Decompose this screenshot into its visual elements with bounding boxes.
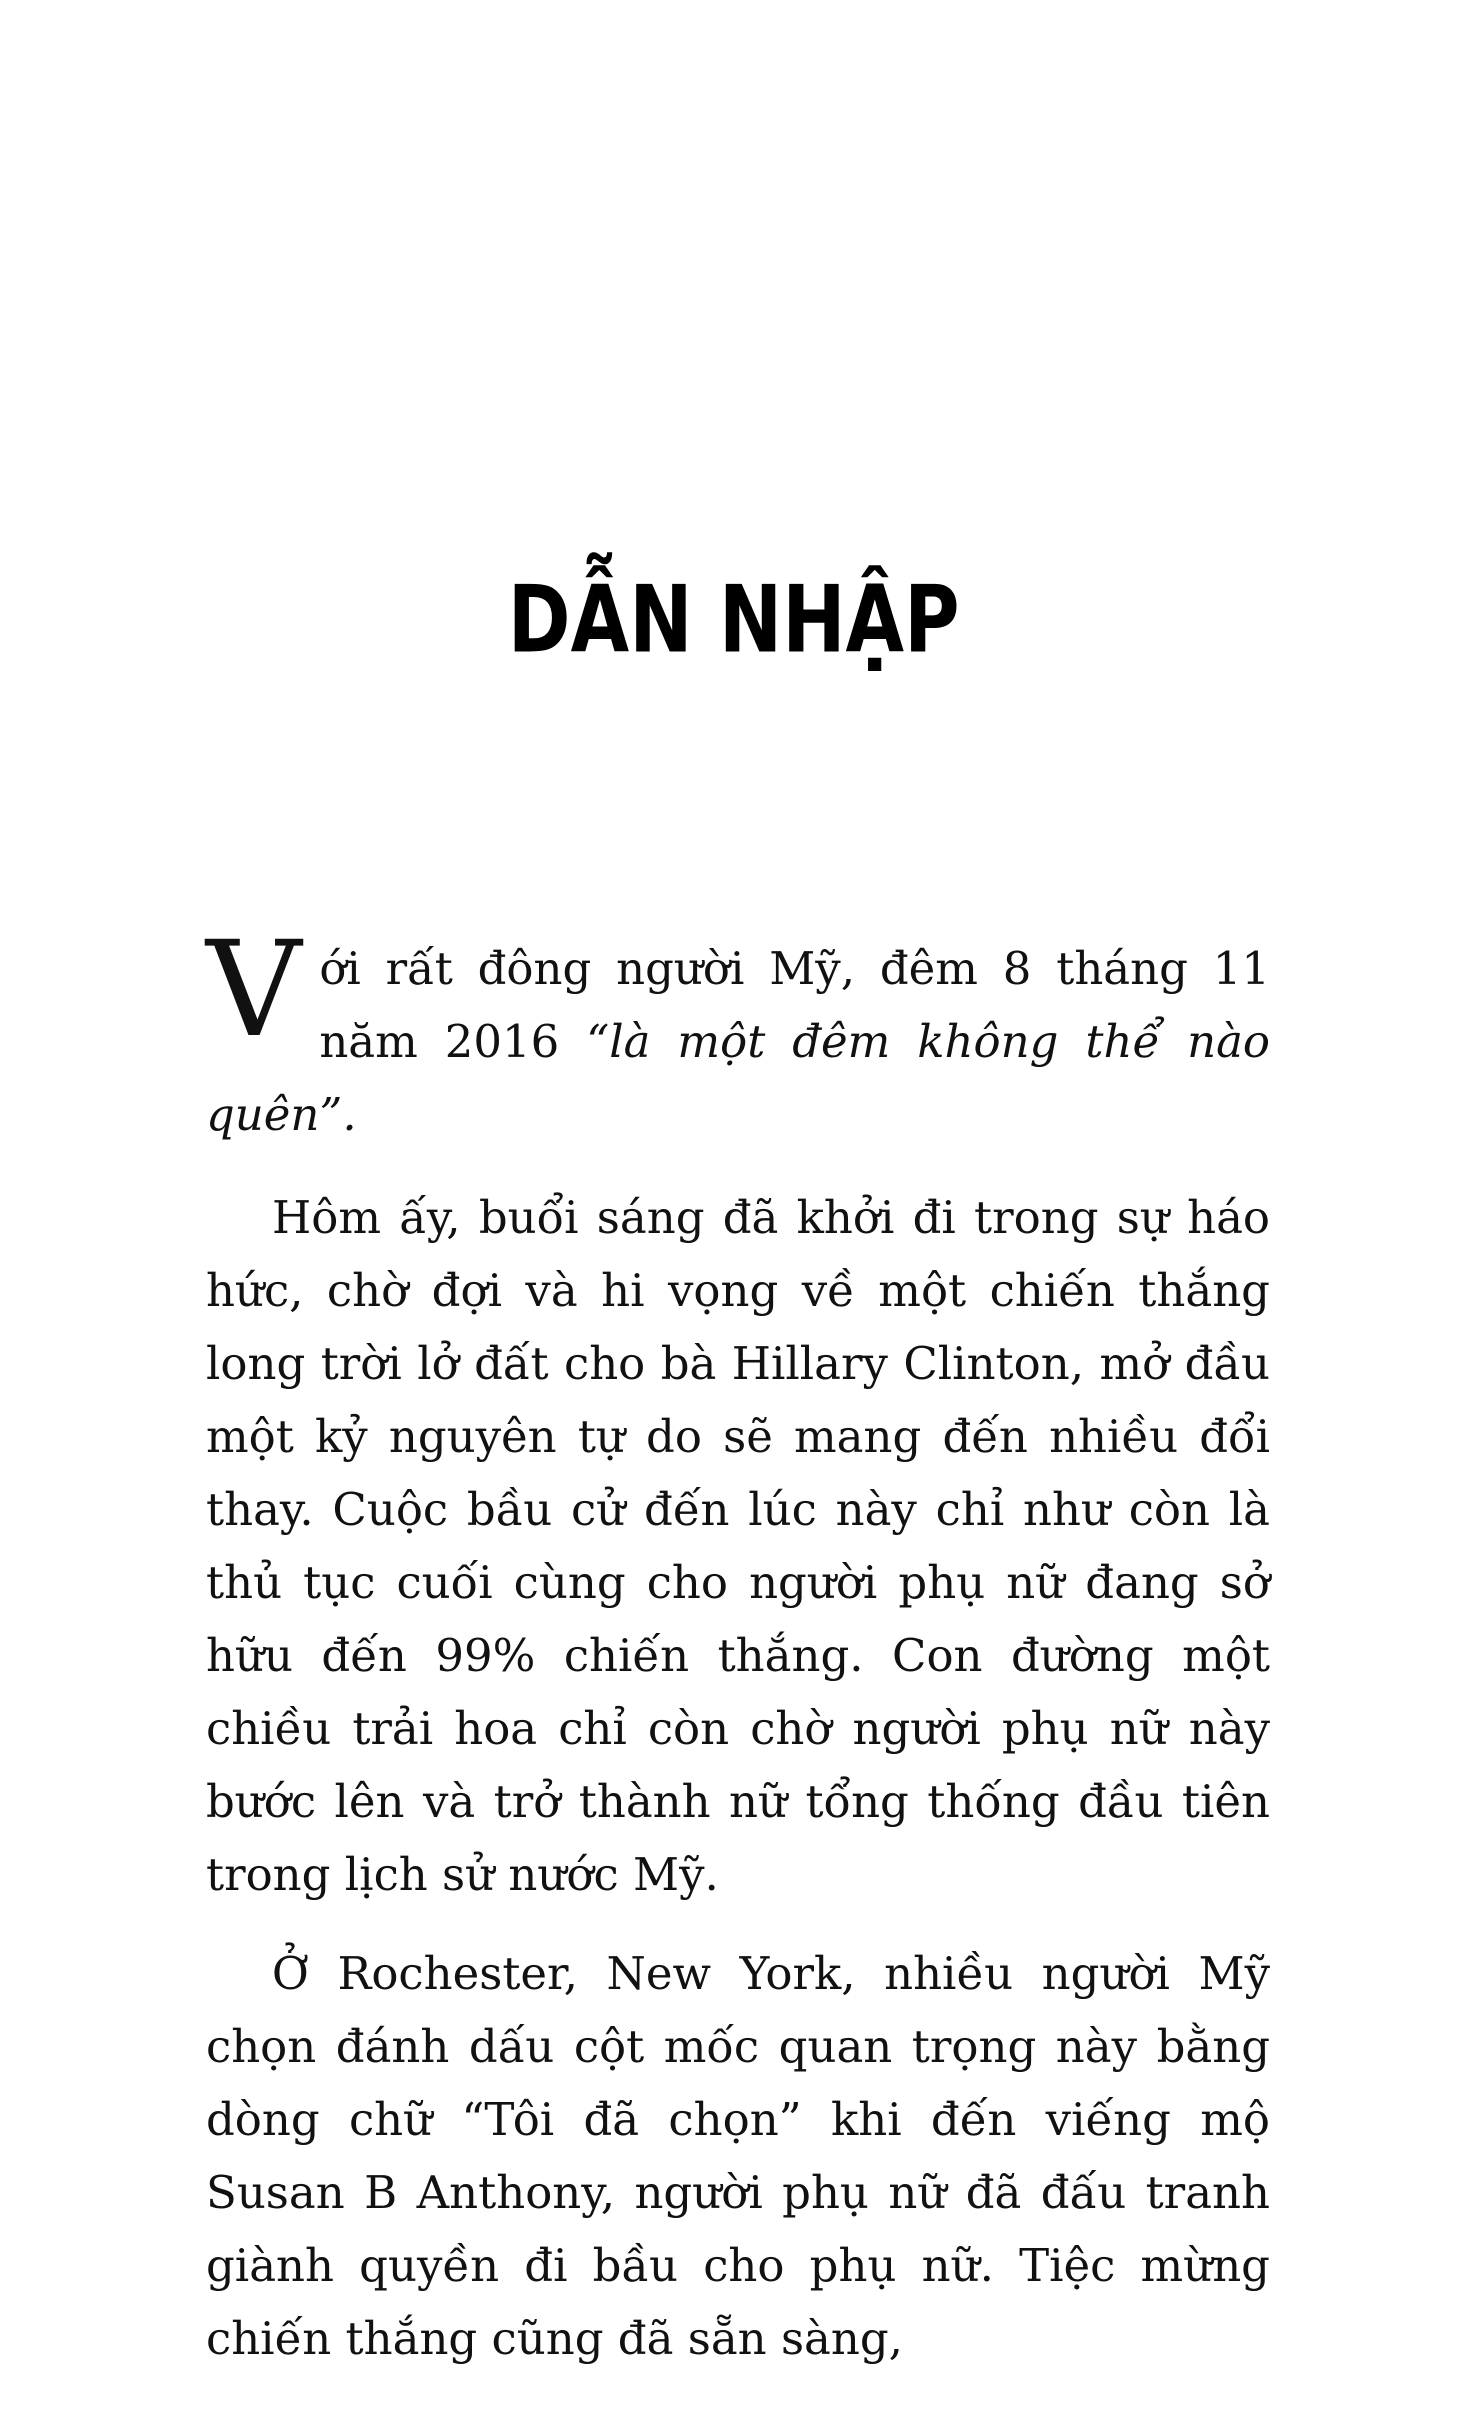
chapter-title (0, 566, 1468, 674)
paragraph-3: Ở Rochester, New York, nhiều người Mỹ chọn đánh dấu cột mốc quan trọng này bằng dòng chữ “Tôi đã chọn” khi đến viếng mộ Susan B Anthony, người phụ nữ đã đấu tranh giành quyền đi bầu cho phụ nữ. Tiệc mừng chiến thắng cũng đã sẵn sàng, (206, 1947, 1270, 2365)
opening-text: ới rất đông người Mỹ, đêm 8 tháng 11 năm 2016 (319, 942, 1270, 1068)
paragraph-opening (206, 913, 1270, 1151)
paragraph-2: Hôm ấy, buổi sáng đã khởi đi trong sự háo hức, chờ đợi và hi vọng về một chiến thắng long trời lở đất cho bà Hillary Clinton, mở đầu một kỷ nguyên tự do sẽ mang đến nhiều đổi thay. Cuộc bầu cử đến lúc này chỉ như còn là thủ tục cuối cùng cho người phụ nữ đang sở hữu đến 99% chiến thắng. Con đường một chiều trải hoa chỉ còn chờ người phụ nữ này bước lên và trở thành nữ tổng thống đầu tiên trong lịch sử nước Mỹ. (206, 1191, 1270, 1901)
chapter-title-text: DẪN NHẬP (508, 566, 960, 674)
opening-quote: “là một đêm không thể nào quên”. (206, 1015, 1270, 1141)
body-text (206, 913, 1270, 2375)
drop-cap: V (206, 913, 302, 1067)
